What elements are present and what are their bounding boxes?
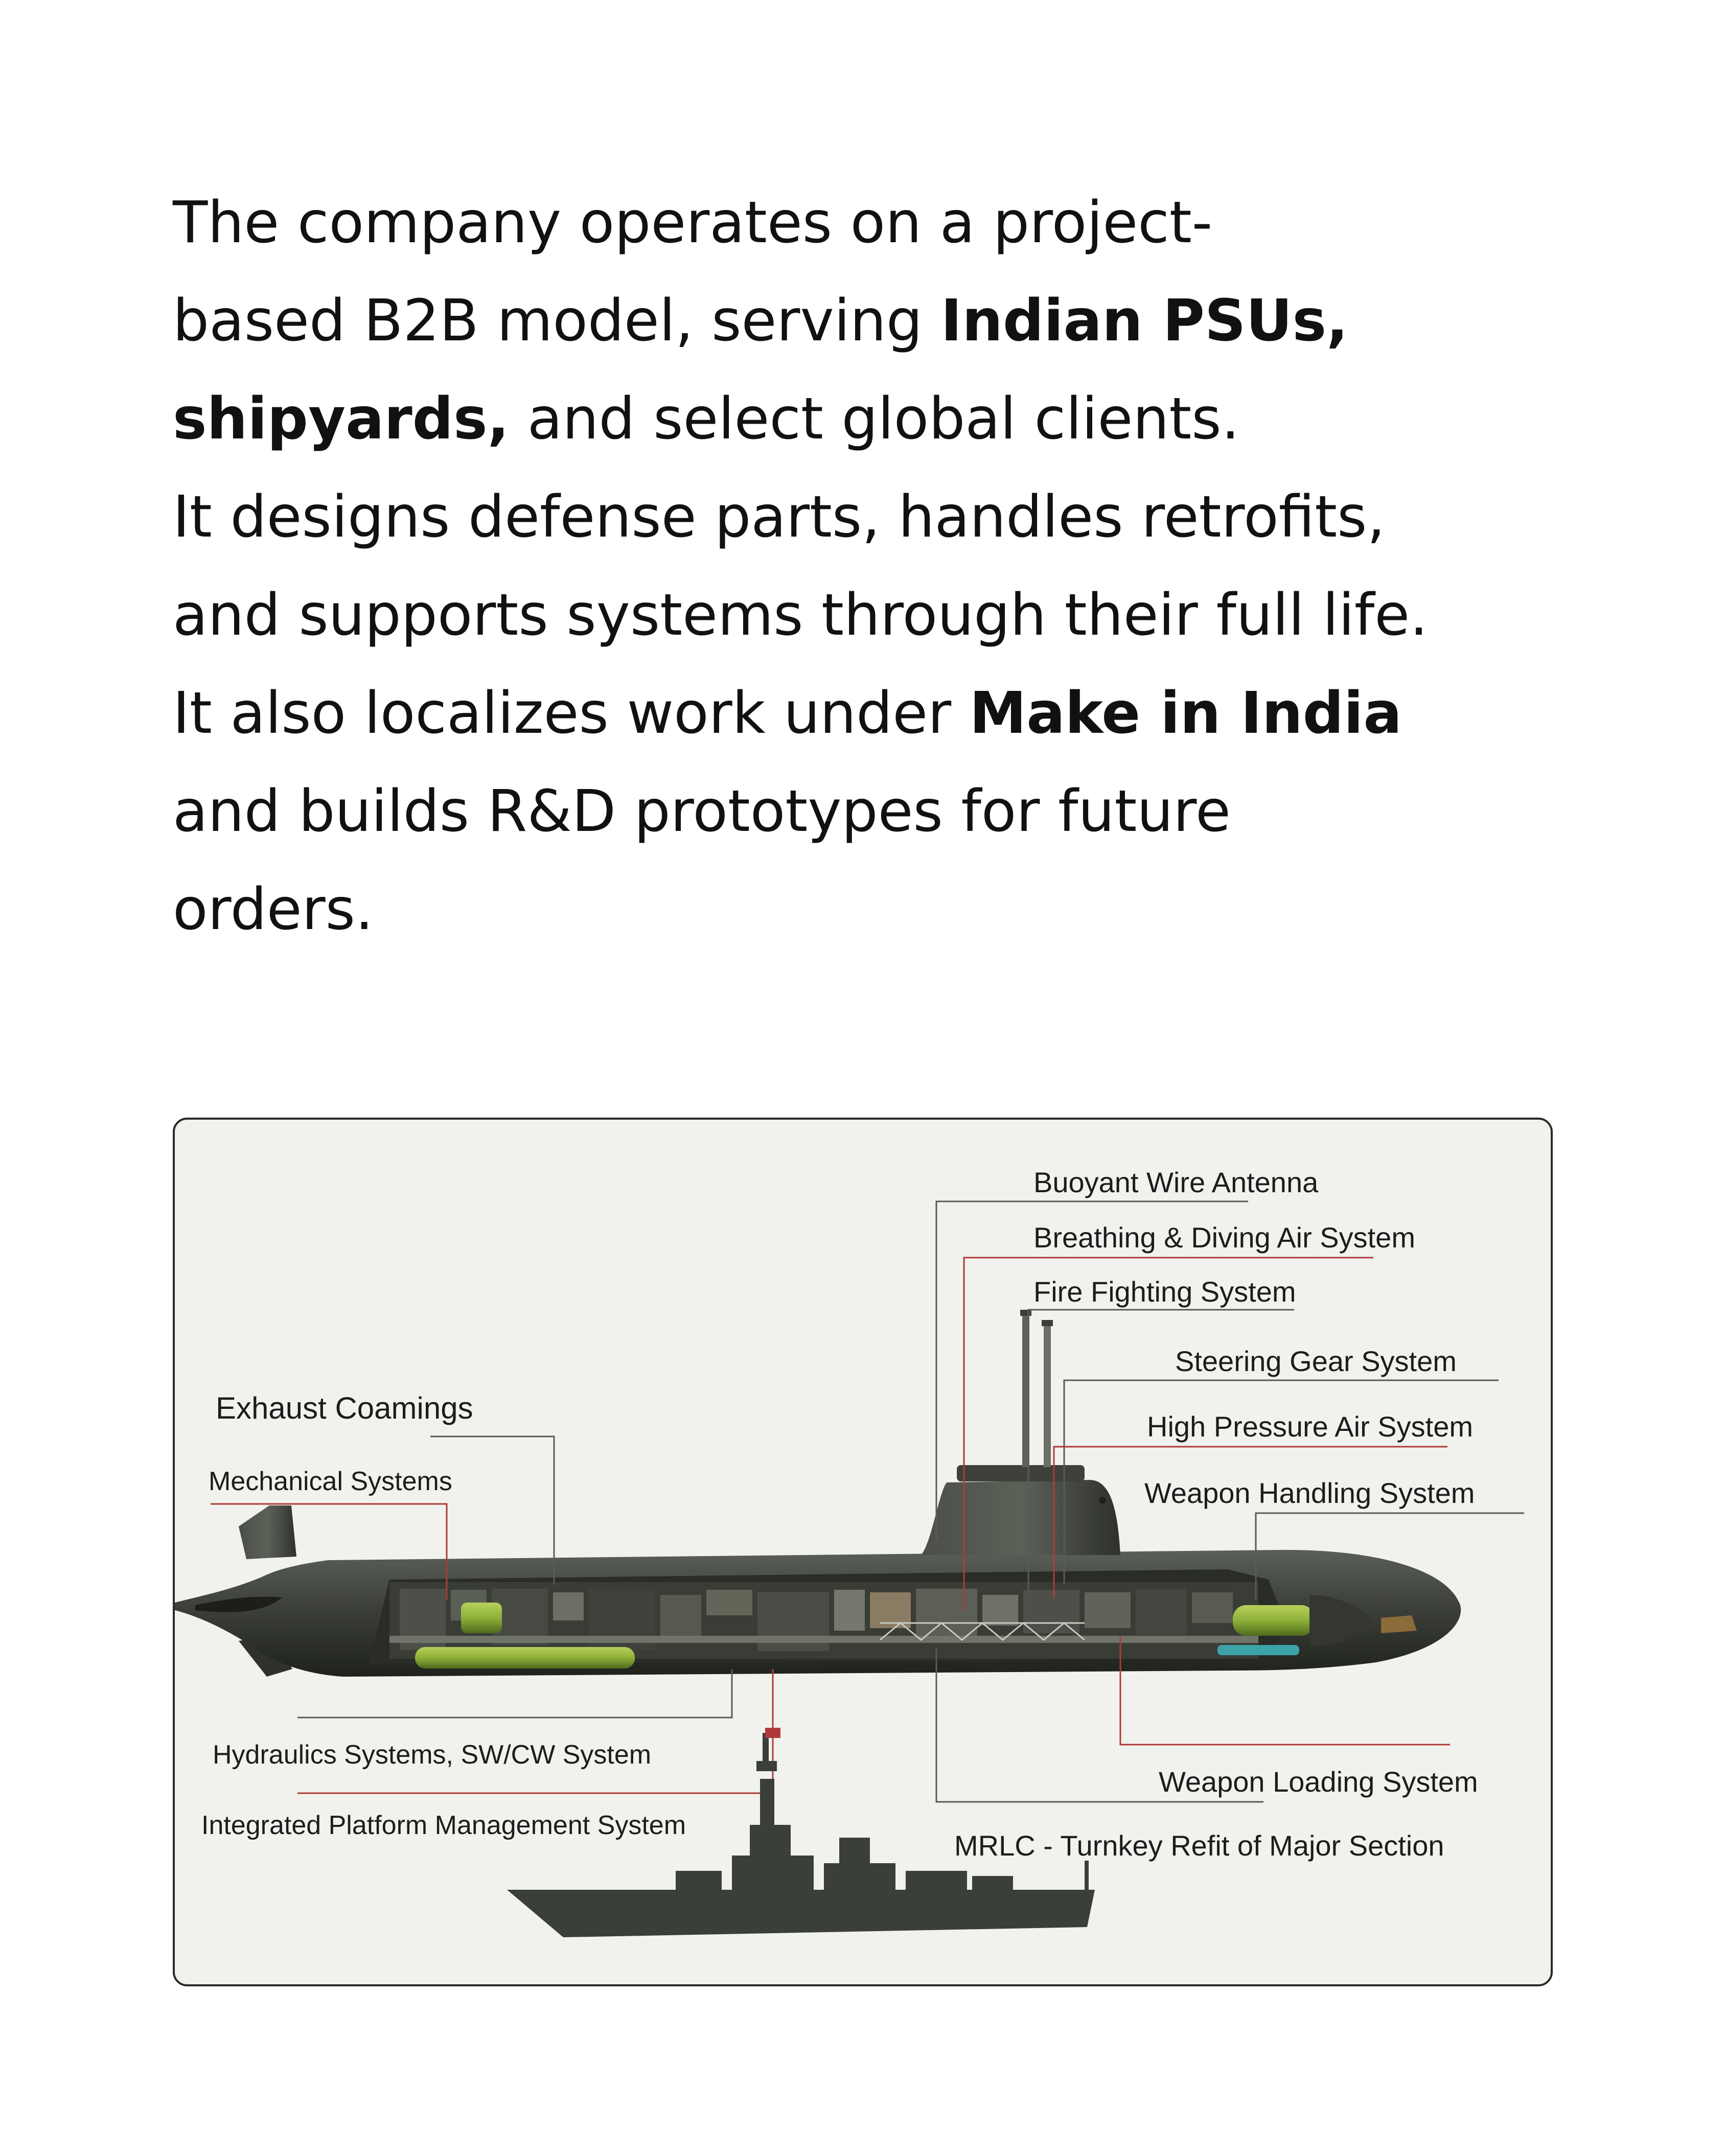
label-high-pressure-air: High Pressure Air System: [1147, 1410, 1473, 1443]
highlight-indian-psus: Indian PSUs,: [940, 288, 1348, 354]
intro-line-3-text: and select global clients.: [509, 386, 1240, 452]
submarine-diagram: [175, 1120, 1551, 1984]
label-integrated-platform: Integrated Platform Management System: [201, 1811, 686, 1840]
intro-line-1: The company operates on a project-: [173, 190, 1213, 256]
label-weapon-loading: Weapon Loading System: [1159, 1766, 1478, 1798]
label-exhaust-coamings: Exhaust Coamings: [216, 1391, 473, 1425]
label-mechanical-systems: Mechanical Systems: [209, 1467, 452, 1496]
label-fire-fighting: Fire Fighting System: [1033, 1276, 1296, 1308]
intro-line-2: [173, 272, 1583, 370]
intro-paragraph: [173, 174, 1583, 959]
intro-line-2-text: based B2B model, serving: [173, 288, 941, 354]
label-breathing-diving-air: Breathing & Diving Air System: [1033, 1221, 1415, 1254]
label-mrlc-refit: MRLC - Turnkey Refit of Major Section: [954, 1829, 1444, 1862]
intro-line-6-text: It also localizes work under: [173, 680, 970, 747]
label-steering-gear: Steering Gear System: [1175, 1345, 1457, 1377]
intro-line-8: orders.: [173, 876, 374, 943]
intro-line-4: It designs defense parts, handles retrofits,: [173, 484, 1386, 550]
label-buoyant-wire-antenna: Buoyant Wire Antenna: [1033, 1166, 1319, 1198]
label-weapon-handling: Weapon Handling System: [1144, 1477, 1475, 1509]
highlight-shipyards: shipyards,: [173, 386, 510, 452]
intro-line-6: [173, 664, 1583, 762]
intro-line-3: [173, 370, 1583, 468]
highlight-make-in-india: Make in India: [969, 680, 1402, 747]
submarine-systems-figure: [173, 1118, 1553, 1986]
intro-line-7: and builds R&D prototypes for future: [173, 778, 1231, 845]
label-hydraulics-sw-cw: Hydraulics Systems, SW/CW System: [213, 1740, 652, 1770]
leader-integrated-platform: [297, 1669, 773, 1793]
intro-line-5: and supports systems through their full life.: [173, 582, 1428, 648]
